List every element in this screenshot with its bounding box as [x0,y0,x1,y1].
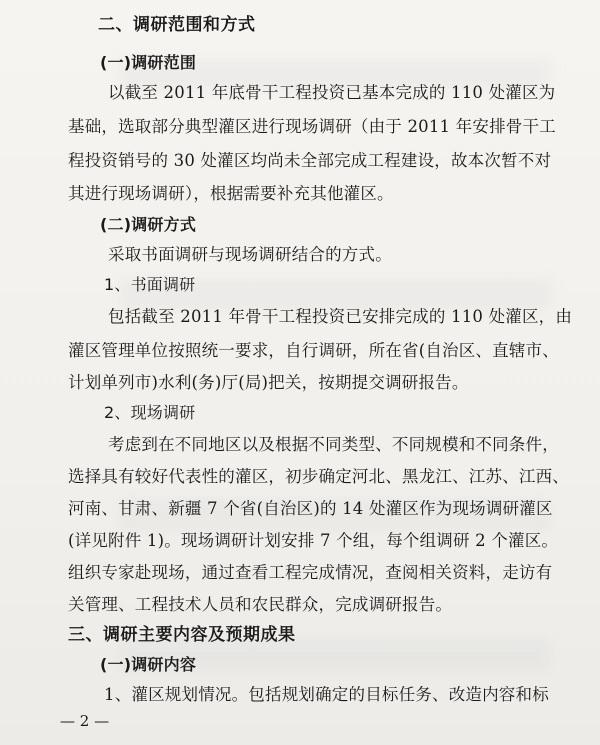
paragraph-line: 河南、甘肃、新疆 7 个省(自治区)的 14 处灌区作为现场调研灌区 [68,499,553,518]
paragraph-line: 关管理、工程技术人员和农民群众，完成调研报告。 [68,595,453,614]
paragraph-line: 包括截至 2011 年骨干工程投资已安排完成的 110 处灌区，由 [108,307,573,326]
item-heading-written-survey: 1、书面调研 [104,275,196,294]
paragraph-line: 其进行现场调研），根据需要补充其他灌区。 [68,184,394,203]
paragraph-line: 组织专家赴现场，通过查看工程完成情况，查阅相关资料，走访有 [68,563,553,582]
paragraph-line: 采取书面调研与现场调研结合的方式。 [108,245,392,264]
section-heading-3: 三、调研主要内容及预期成果 [68,625,296,645]
section-heading-2: 二、调研范围和方式 [98,15,256,35]
subsection-heading-method: (二)调研方式 [100,215,197,234]
paragraph-line: 基础，选取部分典型灌区进行现场调研（由于 2011 年安排骨干工 [68,117,556,136]
subsection-heading-scope: (一)调研范围 [100,53,197,72]
paragraph-line: (详见附件 1)。现场调研计划安排 7 个组，每个组调研 2 个灌区。 [68,531,559,550]
subsection-heading-content: (一)调研内容 [100,655,197,674]
paragraph-line: 1、灌区规划情况。包括规划确定的目标任务、改造内容和标 [104,685,549,704]
item-heading-field-survey: 2、现场调研 [104,403,196,422]
paragraph-line: 计划单列市)水利(务)厅(局)把关，按期提交调研报告。 [68,373,469,392]
paragraph-line: 灌区管理单位按照统一要求，自行调研，所在省(自治区、直辖市、 [68,341,559,360]
paragraph-line: 考虑到在不同地区以及根据不同类型、不同规模和不同条件， [108,435,559,454]
paragraph-line: 选择具有较好代表性的灌区，初步确定河北、黑龙江、江苏、江西、 [68,467,569,486]
page-number: — 2 — [60,712,110,730]
paragraph-line: 程投资销号的 30 处灌区均尚未全部完成工程建设，故本次暂不对 [68,151,552,170]
paragraph-line: 以截至 2011 年底骨干工程投资已基本完成的 110 处灌区为 [108,83,556,102]
